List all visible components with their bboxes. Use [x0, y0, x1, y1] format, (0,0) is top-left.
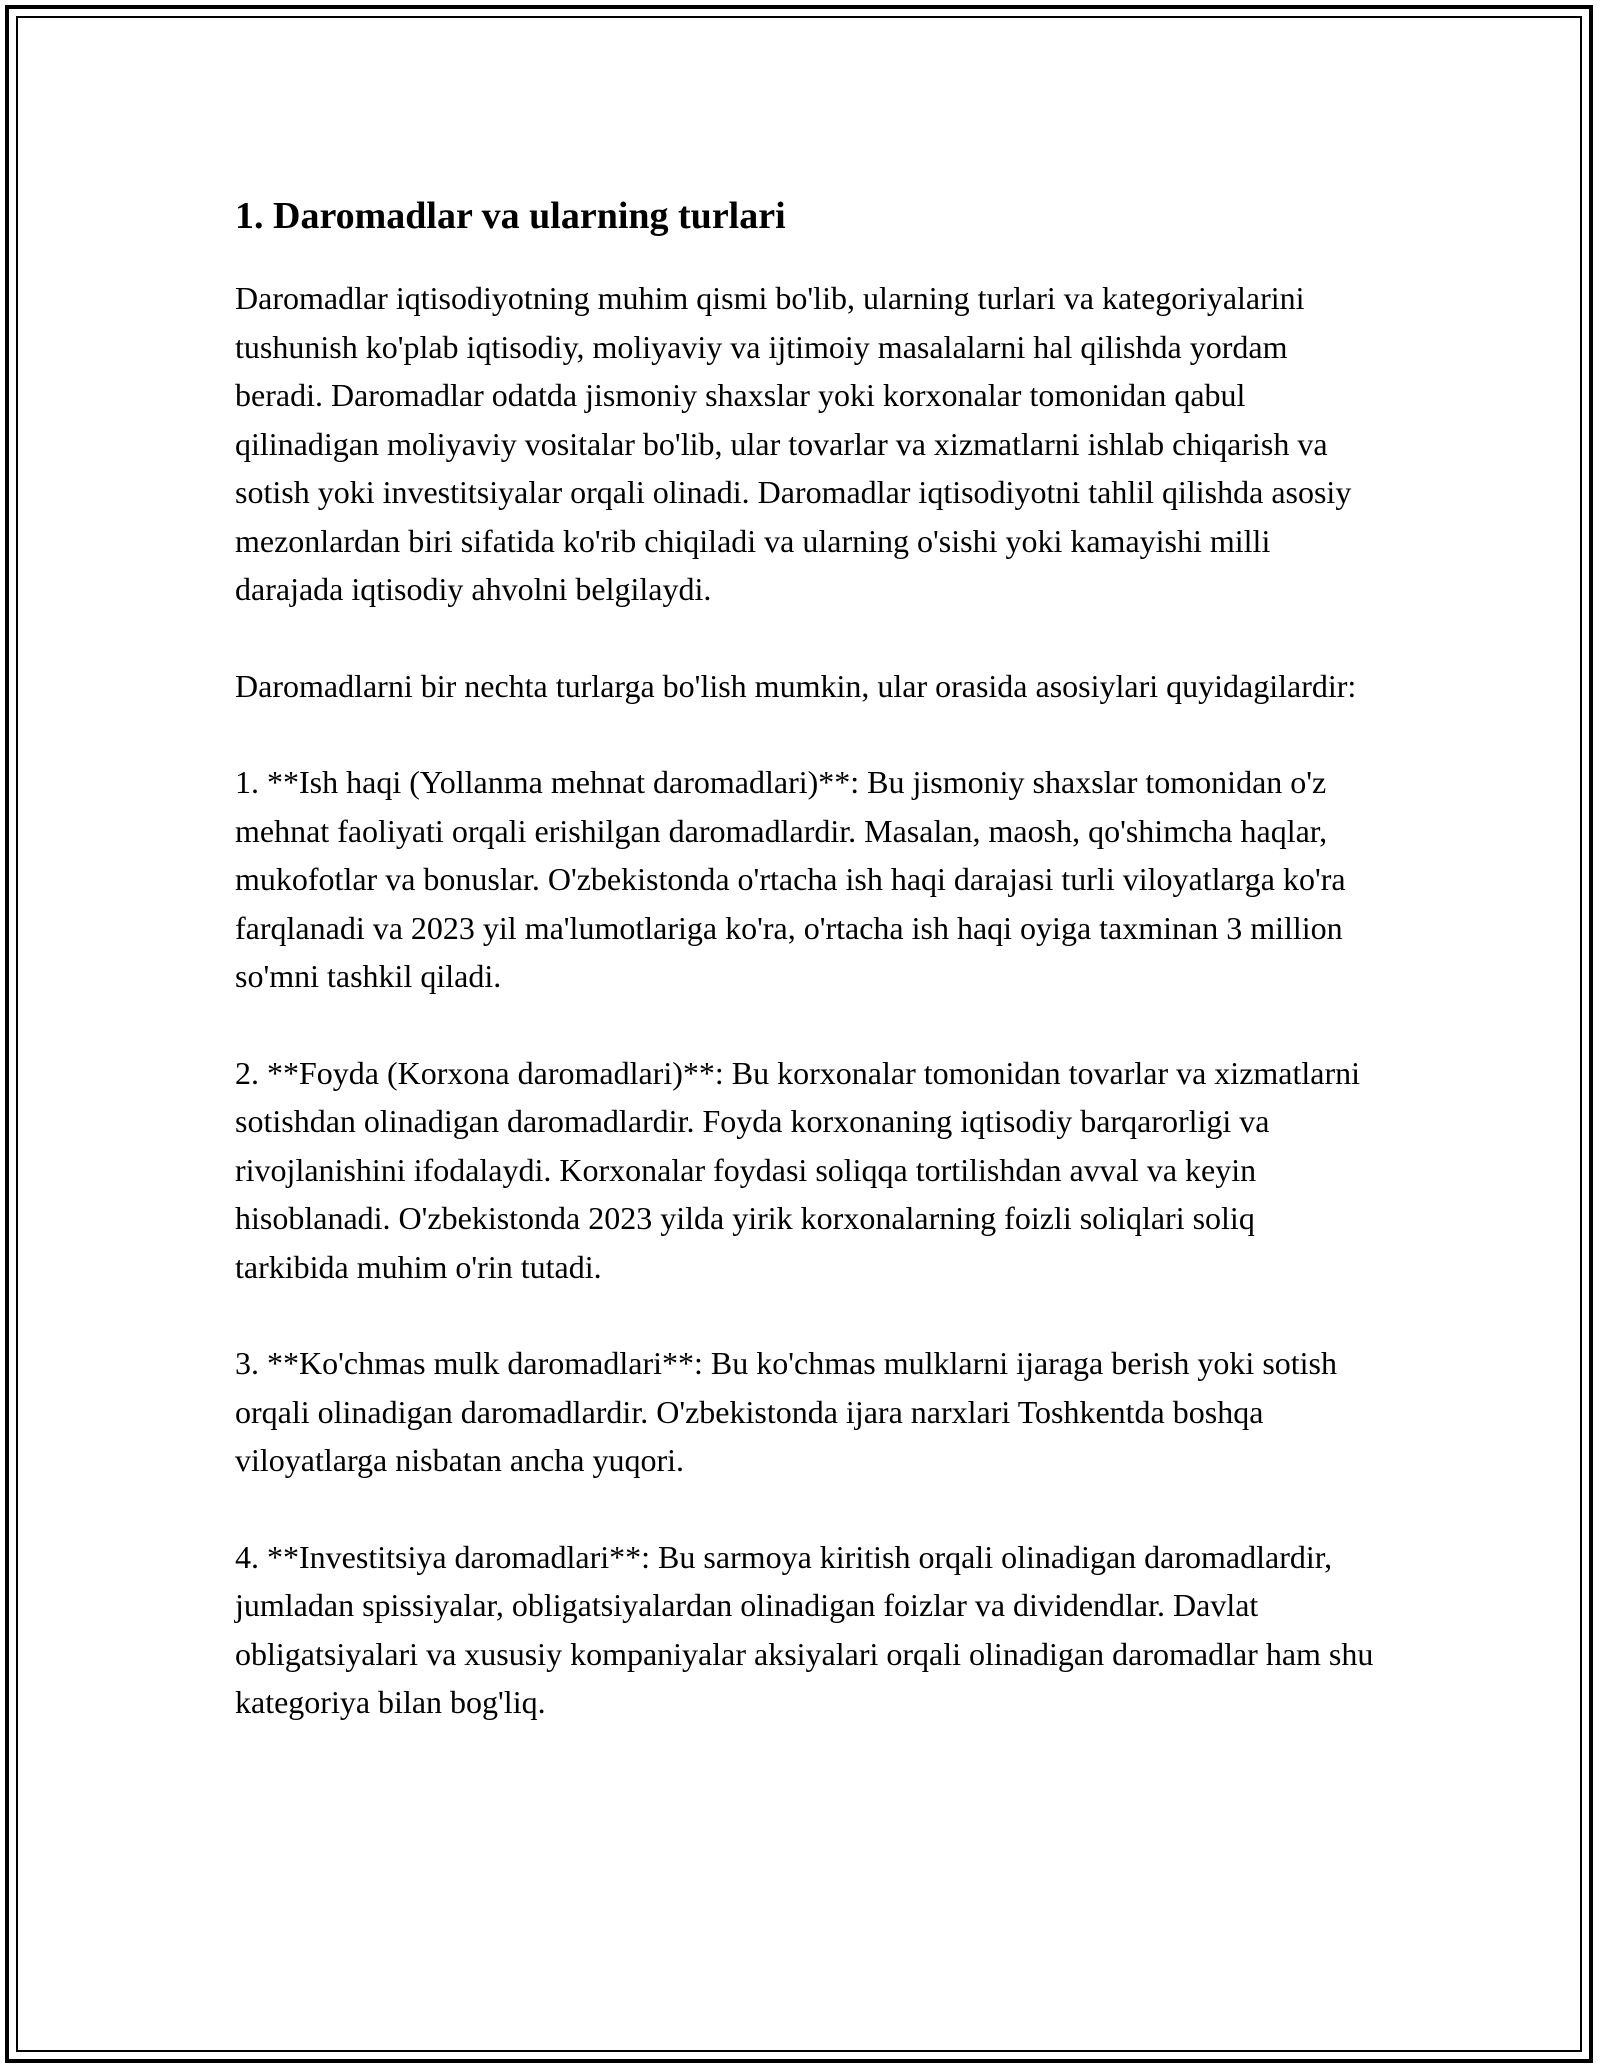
section-heading: 1. Daromadlar va ularning turlari: [235, 195, 786, 237]
list-item-real-estate: 3. **Ko'chmas mulk daromadlari**: Bu ko'chmas mulklarni ijaraga berish yoki sotish orqali olinadigan daromadlardir. O'zbekistonda ijara narxlari Toshkentda boshqa viloyatlarga nisbatan ancha yuqori.: [235, 1345, 1337, 1478]
document-body: [235, 190, 1375, 1775]
list-item-wages: 1. **Ish haqi (Yollanma mehnat daromadlari)**: Bu jismoniy shaxslar tomonidan o'z mehnat faoliyati orqali erishilgan daromadlardir. Masalan, maosh, qo'shimcha haqlar, mukofotlar va bonuslar. O'zbekistonda o'rtacha ish haqi darajasi turli viloyatlarga ko'ra farqlanadi va 2023 yil ma'lumotlariga ko'ra, o'rtacha ish haqi oyiga taxminan 3 million so'mni tashkil qiladi.: [235, 764, 1346, 994]
paragraph-types-lead: Daromadlarni bir nechta turlarga bo'lish mumkin, ular orasida asosiylari quyidagilardir:: [235, 667, 1357, 704]
paragraph-intro: Daromadlar iqtisodiyotning muhim qismi bo'lib, ularning turlari va kategoriyalarini tushunish ko'plab iqtisodiy, moliyaviy va ijtimoiy masalalarni hal qilishda yordam beradi. Daromadlar odatda jismoniy shaxslar yoki korxonalar tomonidan qabul qilinadigan moliyaviy vositalar bo'lib, ular tovarlar va xizmatlarni ishlab chiqarish va sotish yoki investitsiyalar orqali olinadi. Daromadlar iqtisodiyotni tahlil qilishda asosiy mezonlardan biri sifatida ko'rib chiqiladi va ularning o'sishi yoki kamayishi milli darajada iqtisodiy ahvolni belgilaydi.: [235, 280, 1352, 607]
list-item-investment: 4. **Investitsiya daromadlari**: Bu sarmoya kiritish orqali olinadigan daromadlardir, jumladan spissiyalar, obligatsiyalardan olinadigan foizlar va dividendlar. Davlat obligatsiyalari va xususiy kompaniyalar aksiyalari orqali olinadigan daromadlar ham shu kategoriya bilan bog'liq.: [235, 1538, 1374, 1720]
list-item-profit: 2. **Foyda (Korxona daromadlari)**: Bu korxonalar tomonidan tovarlar va xizmatlarni sotishdan olinadigan daromadlardir. Foyda korxonaning iqtisodiy barqarorligi va rivojlanishini ifodalaydi. Korxonalar foydasi soliqqa tortilishdan avval va keyin hisoblanadi. O'zbekistonda 2023 yilda yirik korxonalarning foizli soliqlari soliq tarkibida muhim o'rin tutadi.: [235, 1054, 1361, 1285]
